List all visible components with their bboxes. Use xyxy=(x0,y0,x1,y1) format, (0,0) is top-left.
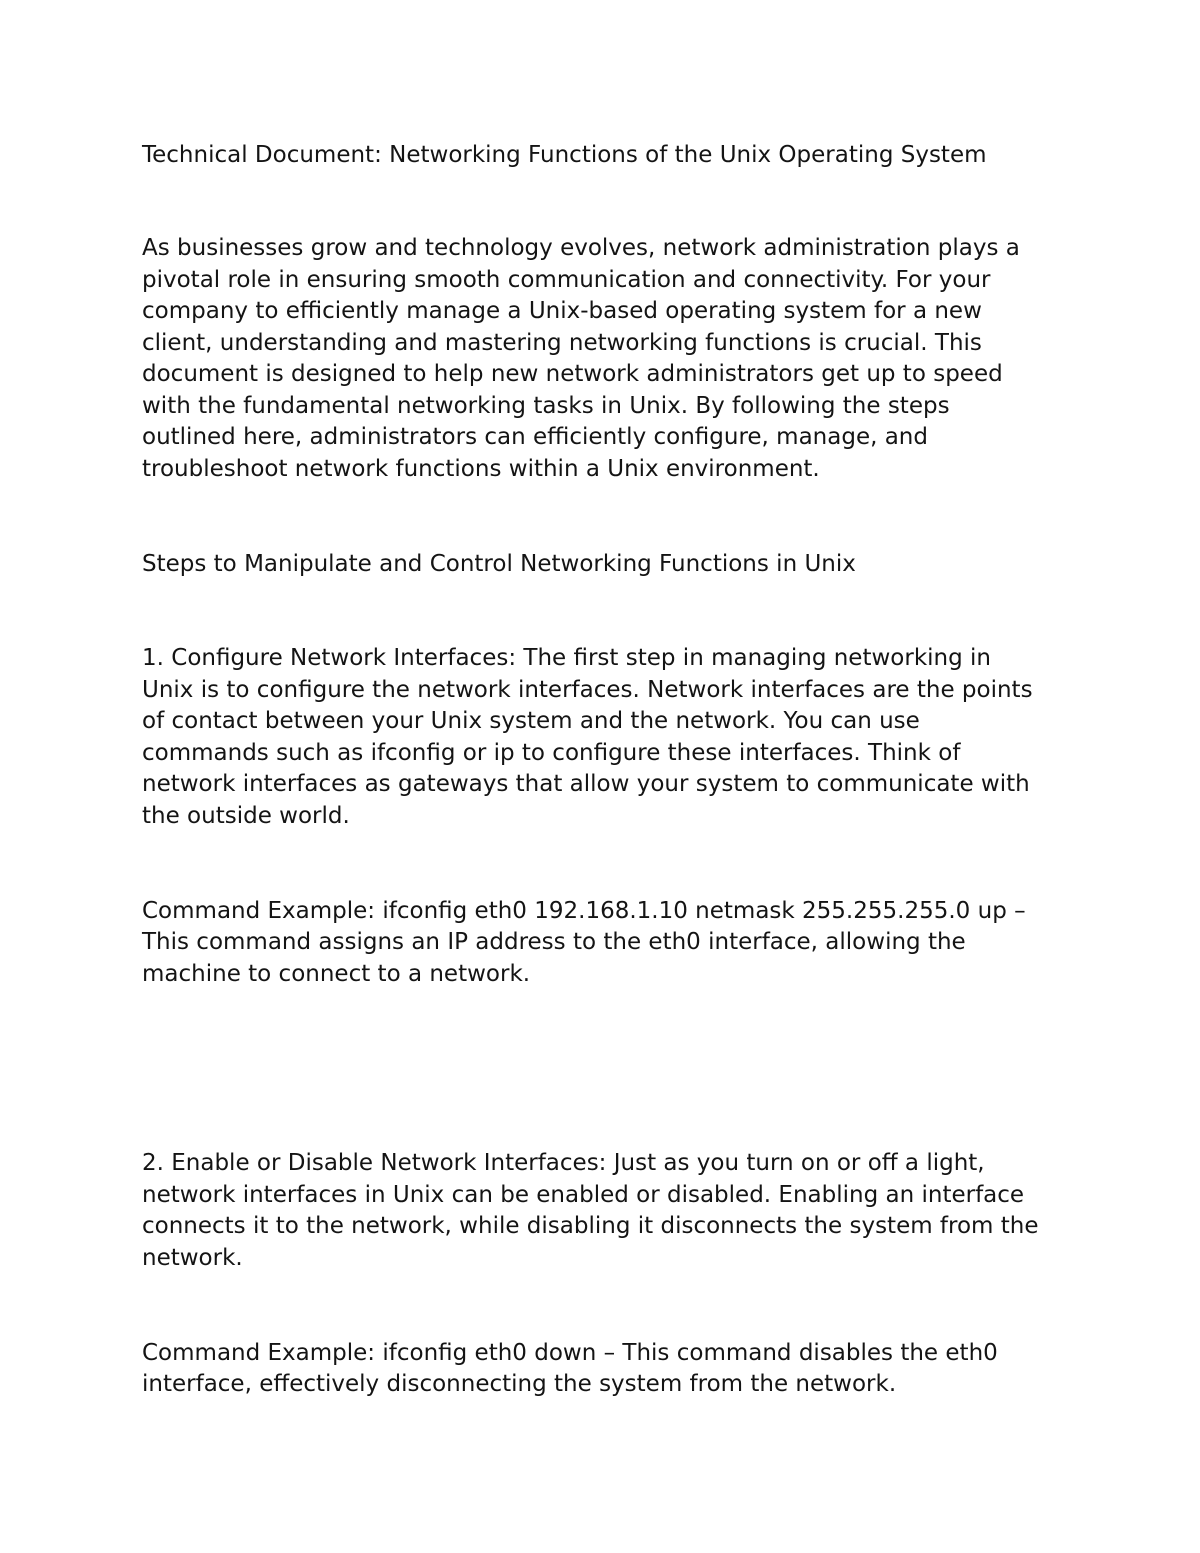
step1-line: commands such as ifconfig or ip to configure these interfaces. Think of xyxy=(142,740,961,766)
intro-line: troubleshoot network functions within a Unix environment. xyxy=(142,456,820,482)
step2-line: 2. Enable or Disable Network Interfaces: Just as you turn on or off a light, xyxy=(142,1150,985,1176)
intro-line: As businesses grow and technology evolves, network administration plays a xyxy=(142,235,1020,261)
intro-line: with the fundamental networking tasks in Unix. By following the steps xyxy=(142,393,950,419)
step1-line: of contact between your Unix system and the network. You can use xyxy=(142,708,920,734)
step2-line: connects it to the network, while disabling it disconnects the system from the xyxy=(142,1213,1039,1239)
step2-line: network. xyxy=(142,1245,243,1271)
example1-line: This command assigns an IP address to the eth0 interface, allowing the xyxy=(142,929,966,955)
intro-line: document is designed to help new network administrators get up to speed xyxy=(142,361,1003,387)
step1-line: network interfaces as gateways that allow your system to communicate with xyxy=(142,771,1030,797)
intro-line: pivotal role in ensuring smooth communication and connectivity. For your xyxy=(142,267,991,293)
example1-line: Command Example: ifconfig eth0 192.168.1.10 netmask 255.255.255.0 up – xyxy=(142,898,1026,924)
step1-line: Unix is to configure the network interfaces. Network interfaces are the points xyxy=(142,677,1033,703)
example2-line: Command Example: ifconfig eth0 down – This command disables the eth0 xyxy=(142,1340,998,1366)
document-title: Technical Document: Networking Functions of the Unix Operating System xyxy=(142,142,987,168)
intro-line: client, understanding and mastering networking functions is crucial. This xyxy=(142,330,982,356)
step2-line: network interfaces in Unix can be enabled or disabled. Enabling an interface xyxy=(142,1182,1025,1208)
example2-line: interface, effectively disconnecting the system from the network. xyxy=(142,1371,897,1397)
intro-line: outlined here, administrators can efficiently configure, manage, and xyxy=(142,424,928,450)
intro-line: company to efficiently manage a Unix-based operating system for a new xyxy=(142,298,982,324)
step1-line: 1. Configure Network Interfaces: The first step in managing networking in xyxy=(142,645,991,671)
step1-line: the outside world. xyxy=(142,803,350,829)
section-heading: Steps to Manipulate and Control Networking Functions in Unix xyxy=(142,551,856,577)
example1-line: machine to connect to a network. xyxy=(142,961,531,987)
